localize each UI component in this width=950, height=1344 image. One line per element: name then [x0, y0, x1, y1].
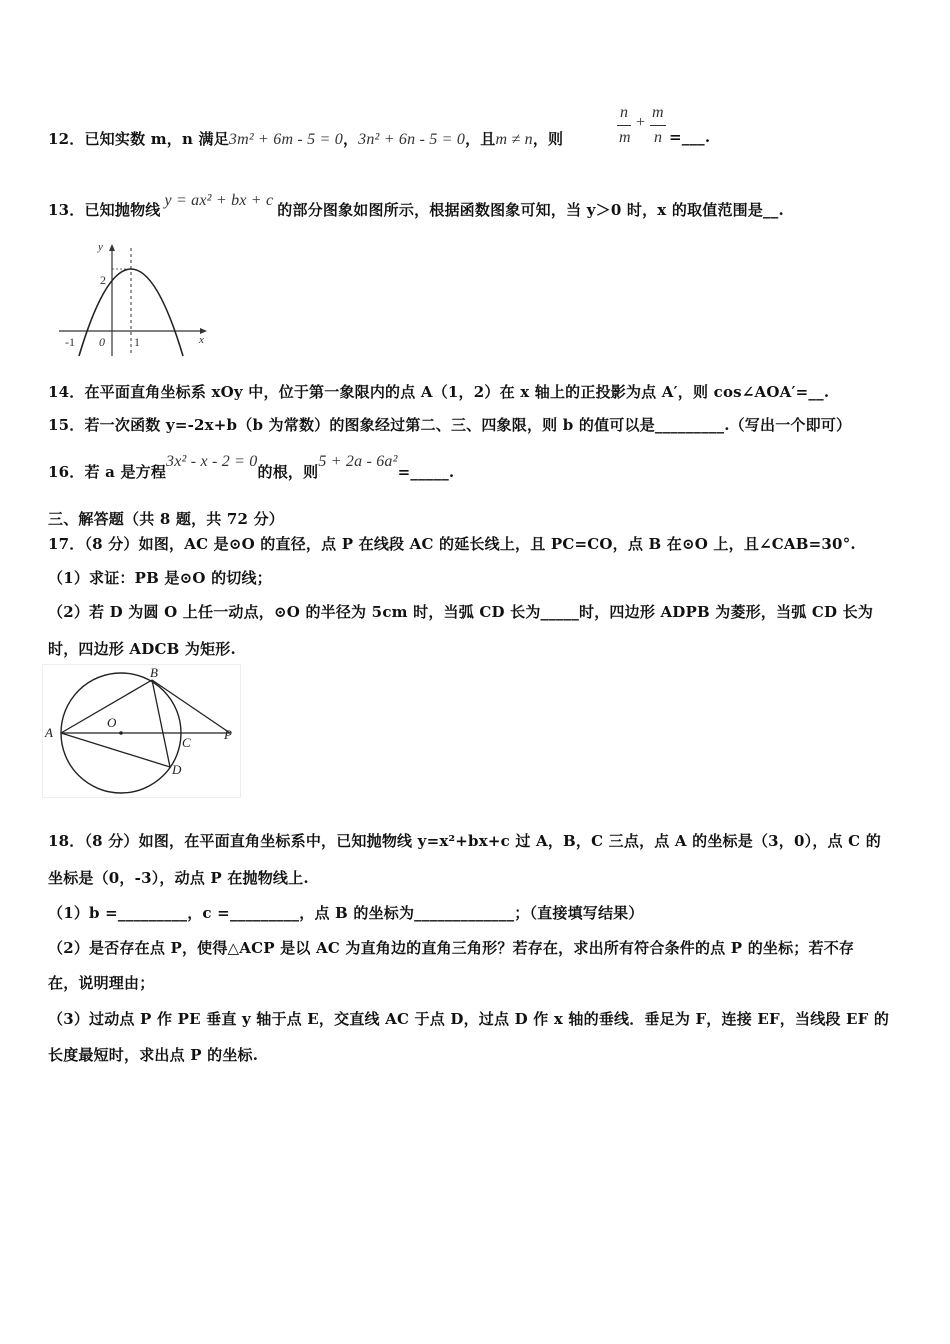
- center-point: [119, 731, 123, 735]
- q13-line: [48, 192, 784, 220]
- label-d: D: [172, 762, 182, 777]
- q16-prefix: 16．若 a 是方程: [48, 463, 167, 481]
- q13-text: 的部分图象如图所示，根据函数图象可知，当 y＞0 时，x 的取值范围是__.: [277, 201, 784, 219]
- q12-then: ，则: [532, 130, 564, 148]
- q18-line1: 18．（8 分）如图，在平面直角坐标系中，已知抛物线 y=x²+bx+c 过 A，B，C 三点，点 A 的坐标是（3，0），点 C 的: [48, 832, 881, 850]
- graph-label-2: 2: [100, 273, 106, 287]
- q13-parabola-graph: [55, 238, 215, 360]
- label-c: C: [182, 735, 191, 750]
- q14-line: 14．在平面直角坐标系 xOy 中，位于第一象限内的点 A（1，2）在 x 轴上的正投影为点 A′，则 cos∠AOA′=__.: [48, 383, 830, 401]
- chord-bd: [152, 680, 170, 767]
- q16-line: [48, 453, 455, 482]
- y-axis-arrow-icon: [109, 244, 115, 251]
- q12-frac1-bar: [617, 125, 631, 126]
- graph-label-neg-1: -1: [65, 335, 75, 349]
- section-3-title: 三、解答题（共 8 题，共 72 分）: [48, 510, 285, 528]
- graph-label-y: y: [98, 241, 103, 253]
- q15-line: 15．若一次函数 y=-2x+b（b 为常数）的图象经过第二、三、四象限，则 b 的值可以是_________.（写出一个即可）: [48, 416, 852, 434]
- q12-mid: ，且: [465, 130, 496, 148]
- q13-eq: y = ax² + bx + c: [164, 192, 274, 209]
- q12-line: [48, 128, 563, 149]
- label-b: B: [150, 665, 158, 680]
- q18-line2: 坐标是（0，-3），动点 P 在抛物线上.: [48, 869, 309, 887]
- graph-label-x: x: [199, 334, 204, 346]
- q18-part1: （1）b =_________，c =_________，点 B 的坐标为_____________；（直接填写结果）: [48, 904, 644, 922]
- parabola-curve: [79, 269, 183, 356]
- q17-part2-b: 时，四边形 ADCB 为矩形.: [48, 640, 236, 658]
- q12-prefix: 12．已知实数 m，n 满足: [48, 130, 229, 148]
- q12-frac1-denominator: m: [619, 129, 631, 146]
- q12-eq1: 3m² + 6m - 5 = 0: [228, 131, 343, 148]
- q17-part1: （1）求证：PB 是⊙O 的切线；: [48, 569, 272, 587]
- tangent-bp: [152, 680, 230, 733]
- label-o: O: [107, 715, 117, 730]
- graph-label-0: 0: [99, 335, 105, 349]
- q12-frac2-bar: [650, 125, 666, 126]
- q12-plus: +: [636, 114, 646, 131]
- q18-part3-b: 长度最短时，求出点 P 的坐标.: [48, 1046, 259, 1064]
- label-p: P: [224, 727, 232, 742]
- q12-tail: =___.: [669, 128, 711, 146]
- figure-frame: [43, 665, 241, 798]
- q17-circle-figure: [42, 664, 242, 798]
- q16-tail: =_____.: [397, 463, 455, 481]
- q16-expr: 5 + 2a - 6a²: [318, 453, 398, 470]
- q16-eq: 3x² - x - 2 = 0: [166, 453, 258, 470]
- q16-mid: 的根，则: [257, 463, 319, 481]
- label-a: A: [45, 725, 53, 740]
- q17-part2-a: （2）若 D 为圆 O 上任一动点，⊙O 的半径为 5cm 时，当弧 CD 长为_____时，四边形 ADPB 为菱形，当弧 CD 长为: [48, 603, 874, 621]
- q12-frac2-denominator: n: [654, 129, 662, 146]
- q12-eq2: 3n² + 6n - 5 = 0: [358, 131, 466, 148]
- q12-sep: ，: [342, 130, 359, 148]
- q18-part3-a: （3）过动点 P 作 PE 垂直 y 轴于点 E，交直线 AC 于点 D，过点 D 作 x 轴的垂线．垂足为 F，连接 EF，当线段 EF 的: [48, 1010, 890, 1028]
- q18-part2-a: （2）是否存在点 P，使得△ACP 是以 AC 为直角边的直角三角形？若存在，求出所有符合条件的点 P 的坐标；若不存: [48, 939, 855, 957]
- q18-part2-b: 在，说明理由；: [48, 974, 155, 992]
- q12-frac1-numerator: n: [620, 104, 628, 121]
- q17-line1: 17．（8 分）如图，AC 是⊙O 的直径，点 P 在线段 AC 的延长线上，且 PC=CO，点 B 在⊙O 上，且∠CAB=30°.: [48, 535, 856, 553]
- q13-prefix: 13．已知抛物线: [48, 201, 161, 219]
- q12-frac2-numerator: m: [652, 104, 664, 121]
- chord-ad: [61, 733, 170, 767]
- q12-cond: m ≠ n: [495, 131, 533, 148]
- graph-label-1: 1: [134, 335, 140, 349]
